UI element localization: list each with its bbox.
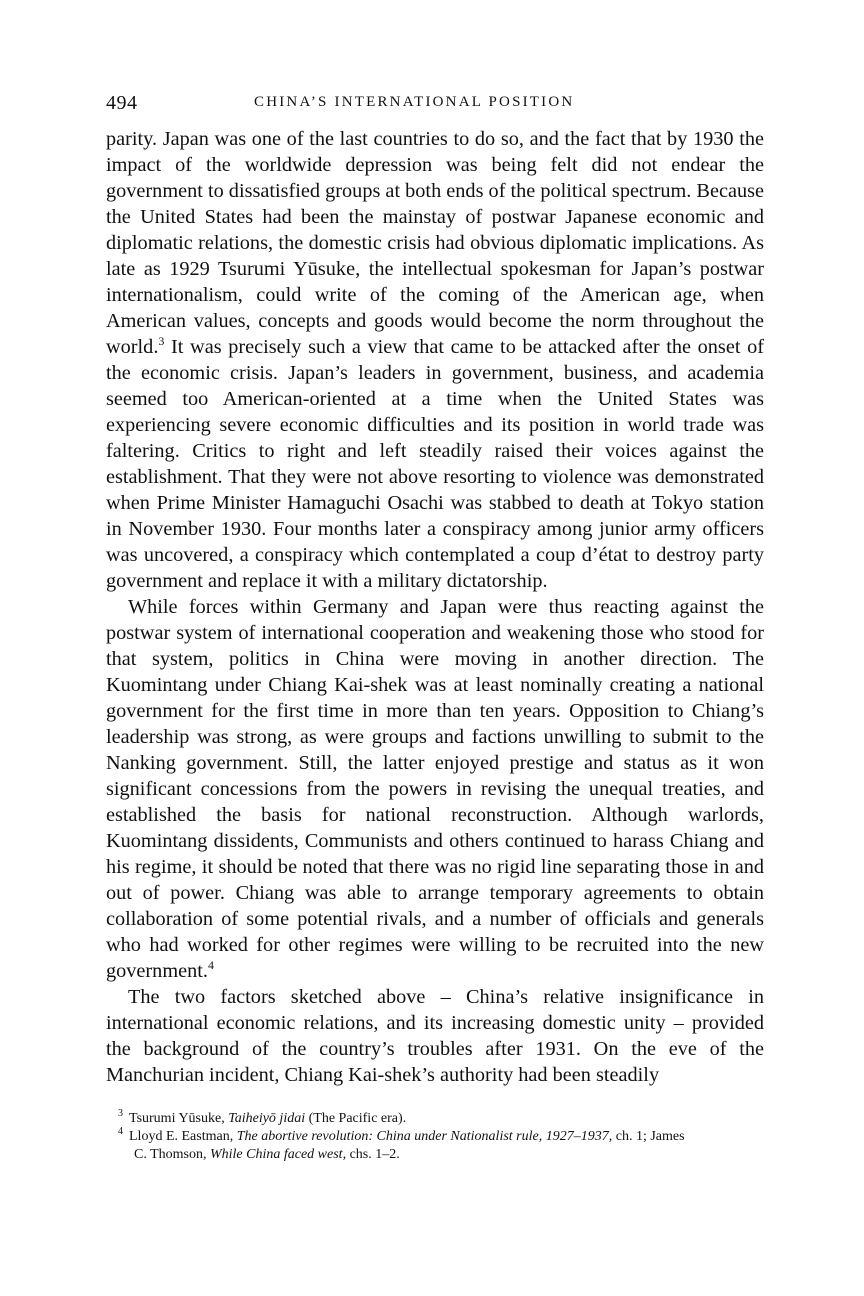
book-page bbox=[106, 88, 764, 1164]
page-number: 494 bbox=[106, 92, 138, 114]
footnote-marker-4: 4 bbox=[207, 958, 214, 973]
footnote-4 bbox=[118, 1128, 764, 1164]
footnote-title: While China faced west, bbox=[209, 1147, 347, 1162]
paragraph-text: parity. Japan was one of the last countries to do so, and the fact that by 1930 the impact of the worldwide depression was being felt did not endear the government to dissatisfied groups at both ends of the political spectrum. Because the United States had been the mainstay of postwar Japanese economic and diplomatic relations, the domestic crisis had obvious diplomatic implications. As late as 1929 Tsurumi Yūsuke, the intellectual spokesman for Japan’s postwar internationalism, could write of the coming of the American age, when American values, concepts and goods would become the norm throughout the world. bbox=[106, 128, 764, 358]
paragraph-text: While forces within Germany and Japan were thus reacting against the postwar system of international cooperation and weakening those who stood for that system, politics in China were moving in another direction. The Kuomintang under Chiang Kai-shek was at least nominally creating a national government for the first time in more than ten years. Opposition to Chiang’s leadership was strong, as were groups and factions unwilling to submit to the Nanking government. Still, the latter enjoyed prestige and status as it won significant concessions from the powers in revising the unequal treaties, and established the basis for national reconstruction. Although warlords, Kuomintang dissidents, Communists and others continued to harass Chiang and his regime, it should be noted that there was no rigid line separating those in and out of power. Chiang was able to arrange temporary agreements to obtain collaboration of some potential rivals, and a number of officials and generals who had worked for other regimes were willing to be recruited into the new government. bbox=[106, 596, 764, 982]
footnote-number: 3 bbox=[118, 1108, 123, 1120]
footnote-title: The abortive revolution: China under Nationalist rule, 1927–1937, bbox=[236, 1129, 613, 1144]
footnote-author: Tsurumi Yūsuke, bbox=[129, 1111, 225, 1126]
running-title: CHINA’S INTERNATIONAL POSITION bbox=[254, 94, 575, 110]
footnote-continuation bbox=[118, 1146, 764, 1164]
footnote-number: 4 bbox=[118, 1126, 123, 1138]
footnotes bbox=[106, 1110, 764, 1164]
paragraph-text: The two factors sketched above – China’s relative insignificance in international economic relations, and its increasing domestic unity – provided the background of the country’s troubles after 1931. On the eve of the Manchurian incident, Chiang Kai-shek’s authority had been steadily bbox=[106, 986, 764, 1086]
paragraph-text-continued: It was precisely such a view that came to be attacked after the onset of the economic crisis. Japan’s leaders in government, business, and academia seemed too American-oriented at a time when the United States was experiencing severe economic difficulties and its position in world trade was faltering. Critics to right and left steadily raised their voices against the establishment. That they were not above resorting to violence was demonstrated when Prime Minister Hamaguchi Osachi was stabbed to death at Tokyo station in November 1930. Four months later a conspiracy among junior army officers was uncovered, a conspiracy which contemplated a coup d’état to destroy party government and replace it with a military dictatorship. bbox=[106, 336, 764, 592]
footnote-rest: (The Pacific era). bbox=[308, 1111, 407, 1126]
footnote-marker-3: 3 bbox=[158, 334, 165, 349]
body-text bbox=[106, 126, 764, 1088]
footnote-3 bbox=[118, 1110, 764, 1128]
paragraph-1 bbox=[106, 126, 764, 594]
footnote-author: C. Thomson, bbox=[134, 1147, 207, 1162]
footnote-title: Taiheiyō jidai bbox=[228, 1111, 306, 1126]
paragraph-3 bbox=[106, 984, 764, 1088]
footnote-author: Lloyd E. Eastman, bbox=[129, 1129, 234, 1144]
footnote-rest: chs. 1–2. bbox=[349, 1147, 400, 1162]
paragraph-2 bbox=[106, 594, 764, 984]
footnote-rest: ch. 1; James bbox=[615, 1129, 685, 1144]
running-head bbox=[106, 88, 764, 118]
